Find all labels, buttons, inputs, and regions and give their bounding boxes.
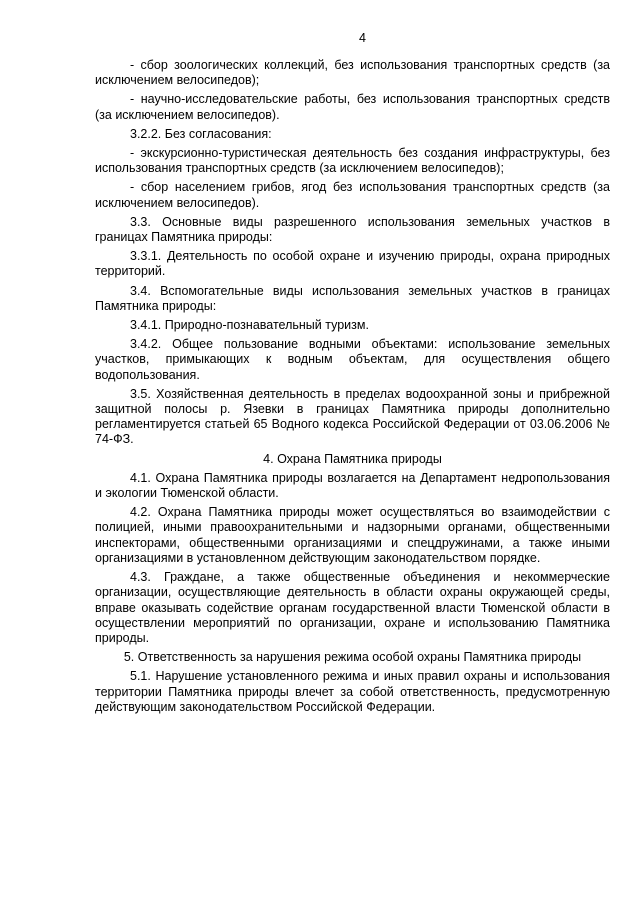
paragraph: 3.4. Вспомогательные виды использования земельных участков в границах Памятника природы: [95, 283, 610, 313]
paragraph: - научно-исследовательские работы, без использования транспортных средств (за исключением велосипедов). [95, 92, 610, 122]
paragraph: - сбор населением грибов, ягод без использования транспортных средств (за исключением велосипедов). [95, 180, 610, 210]
paragraph: 3.4.1. Природно-познавательный туризм. [130, 318, 369, 333]
document-body [95, 58, 610, 715]
paragraph: 4.2. Охрана Памятника природы может осуществляться во взаимодействии с полицией, иными правоохранительными и надзорными органами, общественными инспекторами, общественными организациями и спецдружинами, а также иными организациями в установленном действующим законодательством порядке. [95, 505, 610, 565]
paragraph: 3.4.2. Общее пользование водными объектами: использование земельных участков, примыкающих к водным объектам, для осуществления общего водопользования. [95, 337, 610, 382]
section-heading: 5. Ответственность за нарушения режима особой охраны Памятника природы [123, 650, 582, 665]
paragraph: 3.2.2. Без согласования: [130, 126, 272, 141]
paragraph: 4.3. Граждане, а также общественные объединения и некоммерческие организации, осуществляющие деятельность в области охраны окружающей среды, вправе оказывать содействие органам государственной власти Тюменской области в осуществлении мероприятий по организации, охране и использованию Памятника природы. [95, 570, 610, 645]
paragraph: 3.5. Хозяйственная деятельность в пределах водоохранной зоны и прибрежной защитной полосы р. Язевки в границах Памятника природы дополнительно регламентируется статьей 65 Водного кодекса Российской Федерации от 03.06.2006 № 74-ФЗ. [95, 386, 610, 447]
paragraph: 4.1. Охрана Памятника природы возлагается на Департамент недропользования и экологии Тюменской области. [95, 470, 610, 501]
paragraph: 3.3. Основные виды разрешенного использования земельных участков в границах Памятника природы: [95, 214, 610, 245]
paragraph: 3.3.1. Деятельность по особой охране и изучению природы, охрана природных территорий. [95, 249, 610, 279]
page-number: 4 [359, 31, 366, 45]
paragraph: 5.1. Нарушение установленного режима и иных правил охраны и использования территории Памятника природы влечет за собой ответственность, предусмотренную действующим законодательством Российской Федерации. [95, 669, 610, 714]
paragraph: - сбор зоологических коллекций, без использования транспортных средств (за исключением велосипедов); [95, 58, 610, 88]
paragraph: - экскурсионно-туристическая деятельность без создания инфраструктуры, без использования транспортных средств (за исключением велосипедов); [95, 146, 610, 176]
section-heading: 4. Охрана Памятника природы [263, 451, 442, 466]
